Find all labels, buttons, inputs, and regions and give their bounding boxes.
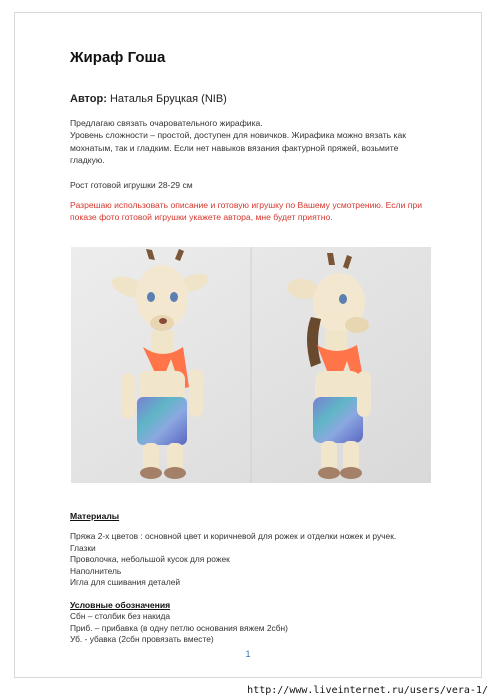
list-item: Сбн – столбик без накида [70,611,171,621]
document-page [14,12,482,678]
legend-heading: Условные обозначения [70,600,171,610]
giraffe-photo-illustration [71,247,431,483]
source-url-watermark: http://www.liveinternet.ru/users/vera-1/ [247,685,488,696]
materials-list [70,531,396,589]
author-label: Автор: [70,93,107,105]
permission-notice [70,199,445,224]
intro-line: мохнатым, так и гладким. Если нет навыков вязания фактурной пряжей, возьмите [70,142,399,153]
list-item: Пряжа 2-х цветов : основной цвет и коричневой для рожек и отделки ножек и ручек. [70,531,397,541]
intro-line: гладкую. [70,154,105,165]
legend-list [70,611,288,646]
toy-height: Рост готовой игрушки 28-29 см [70,180,193,190]
giraffe-photo [71,247,431,483]
author-line [70,93,227,105]
intro-line: Предлагаю связать очаровательного жирафика. [70,118,263,128]
page-title: Жираф Гоша [70,49,166,66]
list-item: Проволочка, небольшой кусок для рожек [70,554,230,565]
author-name: Наталья Бруцкая (NIB) [106,93,227,105]
list-item: Глазки [70,542,96,553]
list-item: Уб. - убавка (2сбн провязать вместе) [70,634,214,645]
permission-line: показе фото готовой игрушки укажете автора, мне будет приятно. [70,212,333,223]
intro-line: Уровень сложности – простой, доступен для новичков. Жирафика можно вязать как [70,130,407,141]
permission-line: Разрешаю использовать описание и готовую игрушку по Вашему усмотрению. Если при [70,200,422,210]
page-number: 1 [245,649,251,659]
list-item: Игла для сшивания деталей [70,577,181,588]
list-item: Приб. – прибавка (в одну петлю основания вяжем 2сбн) [70,622,288,633]
materials-heading: Материалы [70,511,120,521]
intro-paragraph [70,117,445,166]
list-item: Наполнитель [70,565,122,576]
